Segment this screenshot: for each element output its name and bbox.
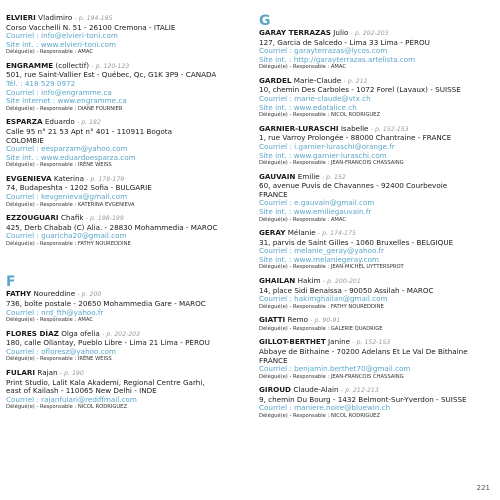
artist-given-name: (collectif) (55, 60, 90, 70)
address-line: 31, parvis de Saint Gilles - 1060 Bruxelles - BELGIQUE (259, 238, 454, 247)
page-number: 221 (476, 484, 490, 492)
artist-surname: EVGENIEVA (6, 173, 52, 183)
address-line: 180, calle Ollantay, Pueblo Libre - Lima 21 Lima - PÉROU (6, 339, 210, 348)
contact-link[interactable]: Site int. : www.emiliegauvain.fr (259, 208, 372, 216)
contact-link[interactable]: Site int. : http://garayterrazas.artelista.com (259, 55, 416, 64)
artist-name (6, 330, 238, 340)
artist-given-name: Claude-Alain (293, 385, 339, 395)
page-reference: - p. 178-179 (86, 175, 125, 183)
delegate-line: Délégué(e) - Responsable : JEAN-MICHEL UYTTERSPROT (259, 264, 404, 271)
artist-surname: GARAY TERRAZAS (259, 28, 331, 37)
page-reference: - p. 202-203 (350, 30, 389, 37)
artist-surname: EZZOUGUARI (6, 213, 59, 223)
section-letter: F (6, 274, 16, 291)
artist-name (259, 229, 491, 239)
page-reference: - p. 200-201 (322, 277, 361, 285)
contact-link[interactable]: Site internet : www.engramme.ca (6, 97, 127, 106)
artist-surname: GARDEL (259, 75, 292, 85)
address-line: 501, rue Saint-Vallier Est - Québec, Qc, G1K 3P9 - CANADA (6, 71, 217, 80)
artist-name (259, 386, 491, 396)
artist-given-name: Olga ofelia (61, 328, 100, 338)
address-line: east of Kailash - 110065 New Delhi - INDE (6, 387, 157, 396)
delegate-line: Délégué(e) - Responsable : IRÈNE WEISS (6, 162, 112, 169)
page-reference: - p. 152-153 (352, 339, 391, 347)
artist-name (259, 125, 491, 135)
delegate-line: Délégué(e) - Responsable : AMAC (259, 64, 346, 71)
artist-surname: ESPARZA (6, 117, 43, 127)
artist-given-name: Emilie (297, 171, 320, 181)
page-reference: - p. 90-91 (310, 317, 341, 325)
contact-link[interactable]: Site int. : www.edatalice.ch (259, 103, 357, 112)
address-line: 74, Budapeshta - 1202 Sofia - BULGARIE (6, 184, 152, 193)
contact-link[interactable]: Courriel : info@engramme.ca (6, 88, 112, 97)
contact-link[interactable]: Courriel : maniere.noire@bluewin.ch (259, 404, 391, 413)
contact-link[interactable]: Site int. : www.eduardoesparza.com (6, 153, 136, 162)
artist-surname: ELVIERI (6, 13, 36, 22)
delegate-line: Délégué(e) - Responsable : DIANE FOURNIER (6, 105, 123, 112)
page-reference: - p. 152-153 (370, 125, 409, 133)
artist-given-name: Vladimiro (38, 13, 73, 22)
contact-link[interactable]: Courriel : eesparzam@yahoo.com (6, 145, 128, 154)
delegate-line: Délégué(e) - Responsable : JEAN-FRANCOIS CHASSAING (259, 160, 404, 167)
artist-surname: GIROUD (259, 385, 292, 395)
delegate-line: Délégué(e) - Responsable : AMAC (6, 49, 93, 56)
artist-entry (6, 330, 238, 364)
delegate-line: Délégué(e) - Responsable : KATERINA EVGENIEVA (6, 201, 135, 208)
artist-name (259, 29, 491, 39)
artist-entry (6, 214, 238, 248)
artist-given-name: Isabelle (340, 123, 369, 133)
page-reference: - p. 202-203 (102, 330, 141, 338)
artist-entry (6, 290, 238, 324)
section-spacer (6, 253, 238, 275)
artist-entry (259, 77, 491, 119)
address-line: Abbaye de Bithaine - 70200 Adelans Et Le Val De Bithaine (259, 347, 468, 356)
artist-given-name: Chafik (60, 213, 84, 223)
delegate-line: Délégué(e) - Responsable : FATHY NOUREDDINE (259, 303, 384, 310)
artist-name (259, 316, 491, 326)
delegate-line: Délégué(e) - Responsable : NICOL RODRIGUEZ (259, 112, 380, 119)
artist-entry (259, 29, 491, 71)
page-reference: - p. 198-199 (85, 215, 124, 223)
delegate-line: Délégué(e) - Responsable : FATHY NOUREDDINE (6, 240, 131, 247)
artist-entry (6, 369, 238, 411)
delegate-line: Délégué(e) - Responsable : NICOL RODRIGUEZ (6, 404, 127, 411)
artist-name (6, 14, 238, 24)
delegate-line: Délégué(e) - Responsable : AMAC (259, 216, 346, 223)
artist-entry (6, 118, 238, 169)
contact-link[interactable]: Site int. : www.garnier-luraschi.com (259, 151, 387, 160)
artist-given-name: Mélanie (287, 228, 316, 238)
address-line: FRANCE (259, 356, 288, 365)
artist-name (259, 173, 491, 183)
artist-surname: FULARI (6, 367, 36, 377)
artist-name (6, 62, 238, 72)
page-reference: - p. 212-213 (340, 387, 379, 395)
artist-entry (259, 173, 491, 224)
artist-given-name: Hakim (297, 275, 321, 285)
artist-entry (259, 386, 491, 420)
contact-link[interactable]: Courriel : i.garnier-luraschi@orange.fr (259, 142, 395, 151)
artist-name (259, 338, 491, 348)
page-reference: - p. 190 (59, 369, 84, 377)
artist-given-name: Noureddine (33, 289, 76, 299)
contact-link[interactable]: Courriel : marie-claude@vtx.ch (259, 95, 371, 104)
artist-surname: FATHY (6, 289, 32, 299)
contact-link[interactable]: Courriel : melanie_geray@yahoo.fr (259, 247, 384, 256)
artist-entry (259, 316, 491, 333)
artist-surname: GAUVAIN (259, 171, 296, 181)
artist-entry (259, 277, 491, 311)
contact-link[interactable]: Site int. : www.elvieri-toni.com (6, 40, 117, 49)
contact-link[interactable]: Courriel : e.gauvain@gmail.com (259, 199, 375, 208)
address-line: 9, chemin Du Bourg - 1432 Belmont-Sur-Yverdon - SUISSE (259, 395, 467, 404)
contact-link[interactable]: Courriel : garayterrazas@lycos.com (259, 47, 388, 56)
contact-link[interactable]: Courriel : kevgenieva@gmail.com (6, 193, 128, 201)
section-letter: G (259, 13, 271, 29)
artist-surname: GILLOT-BERTHET (259, 337, 326, 347)
artist-surname: GERAY (259, 228, 286, 238)
artist-name (259, 77, 491, 87)
delegate-line: Délégué(e) - Responsable : IRÈNE WEISS (6, 356, 112, 363)
page-reference: - p. 152 (321, 173, 346, 181)
page-reference: - p. 212 (343, 77, 368, 85)
contact-link[interactable]: Courriel : rajanfulari@rediffmail.com (6, 395, 137, 404)
address-line: 60, avenue Puvis de Chavannes - 92400 Courbevoie (259, 182, 448, 191)
artist-given-name: Janine (328, 337, 351, 347)
artist-name (6, 175, 238, 185)
artist-name (6, 369, 238, 379)
contact-link[interactable]: Tél. : 418 529 0972 (6, 80, 76, 89)
address-line: 10, chemin Des Carboles - 1072 Forel (Lavaux) - SUISSE (259, 86, 461, 95)
artist-given-name: Marie-Claude (293, 75, 342, 85)
artist-name (6, 214, 238, 224)
contact-link[interactable]: Courriel : nrd_fth@yahoo.fr (6, 308, 104, 317)
address-line: 127, Garcia de Salcedo - Lima 33 Lima - PÉROU (259, 38, 430, 47)
artist-surname: GHAILAN (259, 275, 296, 285)
artist-surname: GARNIER-LURASCHI (259, 123, 339, 133)
artist-name (259, 277, 491, 287)
page-reference: - p. 200 (77, 291, 102, 299)
contact-link[interactable]: Courriel : benjamin.berthet70@gmail.com (259, 365, 411, 374)
address-line: Calle 95 n° 21 53 Apt n° 401 - 110911 Bogota (6, 127, 172, 136)
artist-entry (259, 338, 491, 380)
artist-given-name: Remo (287, 315, 309, 325)
artist-surname: FLORES DÍAZ (6, 328, 59, 338)
contact-link[interactable]: Courriel : info@elvieri-toni.com (6, 32, 118, 41)
contact-link[interactable]: Courriel : guaricha20@gmail.com (6, 232, 127, 241)
right-column (259, 14, 491, 426)
artist-entry (259, 125, 491, 167)
artist-name (6, 290, 238, 300)
artist-given-name: Julio (333, 28, 349, 37)
artist-given-name: Rajan (37, 367, 58, 377)
address-line: 736, boîte postale - 20650 Mohammedia Gare - MAROC (6, 299, 206, 308)
address-line: Corso Vacchelli N. 51 - 26100 Cremona - ITALIE (6, 23, 176, 32)
contact-link[interactable]: Courriel : ofloresz@yahoo.com (6, 347, 116, 356)
delegate-line: Délégué(e) - Responsable : NICOL RODRIGUEZ (259, 413, 380, 419)
contact-link[interactable]: Site int. : www.melaniegeray.com (259, 255, 379, 264)
page-reference: - p. 120-123 (91, 62, 130, 70)
artist-surname: GIATTI (259, 315, 286, 325)
address-line: COLOMBIE (6, 136, 44, 145)
delegate-line: Délégué(e) - Responsable : AMAC (6, 317, 93, 324)
artist-entry (6, 14, 238, 56)
artist-entry (6, 62, 238, 113)
page-reference: - p. 182 (77, 119, 101, 127)
address-line: Print Studio, Lalit Kala Akademi, Regional Centre Garhi, (6, 378, 205, 387)
page-reference: - p. 174-175 (318, 230, 356, 238)
artist-surname: ENGRAMME (6, 60, 54, 70)
address-line: 14, place Sidi Benaissa - 90050 Assilah - MAROC (259, 286, 434, 295)
artist-entry (259, 229, 491, 271)
artist-entry (6, 175, 238, 209)
contact-link[interactable]: Courriel : hakimghailan@gmail.com (259, 295, 388, 304)
left-column (6, 14, 238, 417)
address-line: 425, Derb Chabab (C) Alia. - 28830 Mohammedia - MAROC (6, 223, 218, 232)
artist-name (6, 118, 238, 128)
delegate-line: Délégué(e) - Responsable : GALERIE QUADRIGE (259, 325, 383, 332)
delegate-line: Délégué(e) - Responsable : JEAN-FRANCOIS CHASSAING (259, 373, 404, 380)
address-line: 1, rue Varroy Prolongée - 88000 Chantraine - FRANCE (259, 134, 452, 143)
artist-given-name: Katerina (53, 173, 84, 183)
artist-given-name: Eduardo (44, 117, 75, 127)
page-reference: - p. 194-195 (74, 15, 113, 22)
address-line: FRANCE (259, 190, 288, 199)
